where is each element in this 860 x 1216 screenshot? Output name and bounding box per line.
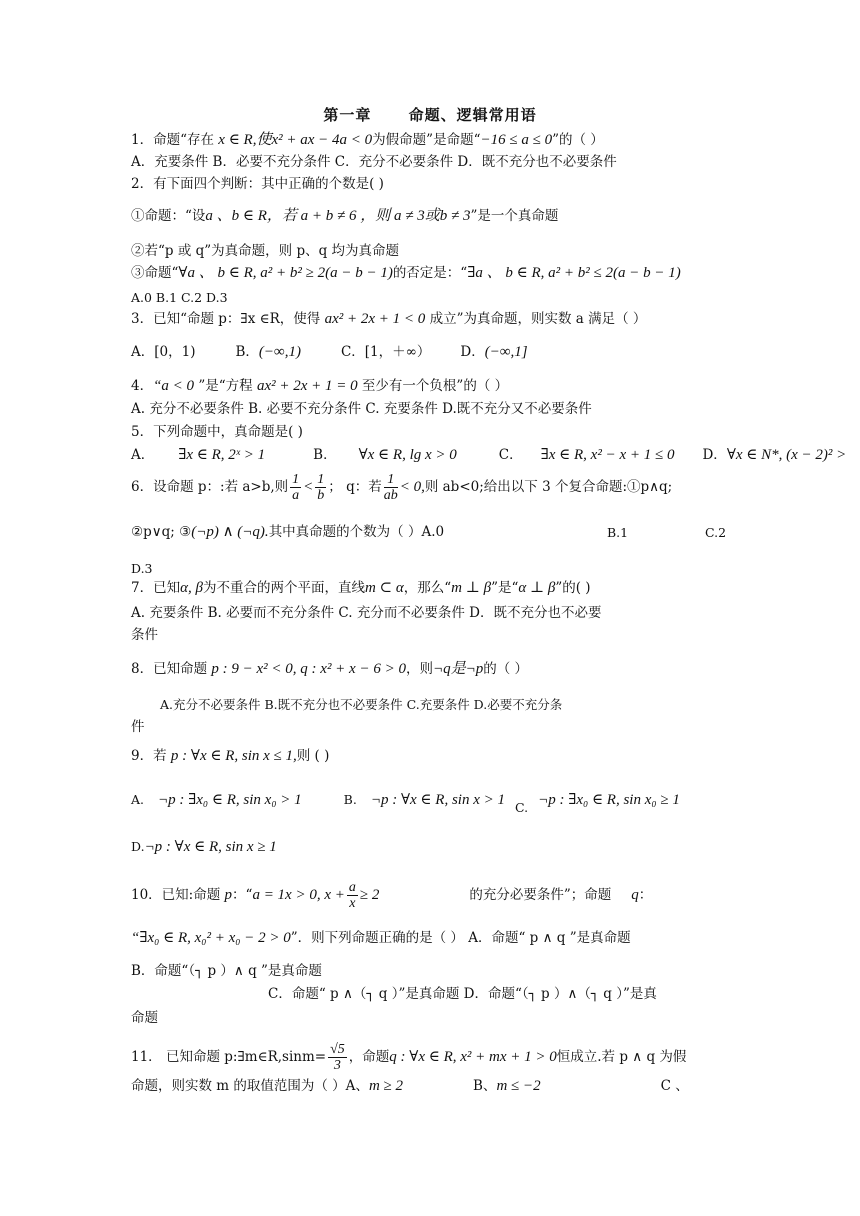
q10-q: q (631, 887, 639, 903)
question-10-option-b: B．命题“（┐ p ）∧ q ”是真命题 (131, 963, 322, 979)
q9-option-a: ¬p : ∃x₀ ∈ R, sin x₀ > 1 (158, 792, 302, 808)
q8-math: p : 9 − x² < 0, q : x² + x − 6 > 0 (211, 661, 406, 677)
q9-option-c-label: C. (514, 800, 529, 815)
q6-frac-3-num: 1 (384, 472, 398, 488)
q1-mid: 为假命题”是命题“ (372, 132, 481, 148)
q3-math: ax² + 2x + 1 < 0 (324, 311, 426, 327)
question-2-statement-3 (131, 264, 681, 282)
q6-lt: < (303, 479, 314, 495)
question-1-stem (131, 131, 604, 149)
question-2-stem: 2．有下面四个判断：其中正确的个数是( ) (131, 176, 384, 192)
q10-math: a = 1x > 0, x + (252, 887, 345, 903)
q6-mid: ； q：若 (328, 479, 382, 495)
question-11-stem (131, 1042, 686, 1073)
q9-option-d: ¬p : ∀x ∈ R, sin x ≥ 1 (144, 839, 277, 855)
q6-frac-2 (315, 472, 326, 503)
q6-line2-math: (¬p) ∧ (¬q). (191, 524, 269, 540)
q11-mid: ，命题 (348, 1049, 390, 1065)
q11-option-c: C 、 (660, 1078, 689, 1094)
q4-mid: ”是“方程 (194, 378, 257, 394)
q5-option-c-label: C． (498, 447, 523, 463)
question-5-stem: 5．下列命题中，真命题是( ) (131, 424, 303, 440)
q11-option-a: m ≥ 2 (368, 1078, 404, 1094)
question-8-options-wrap: 件 (131, 719, 145, 735)
question-10-line-2 (131, 929, 631, 947)
q10-pre: 10．已知:命题 (131, 887, 225, 903)
q11-pre: 11． 已知命题 p:∃m∈R,sinm= (131, 1049, 327, 1065)
q8-pre: 8．已知命题 (131, 661, 212, 677)
q6-option-c: C.2 (705, 525, 727, 540)
q7-math-1: α, β (180, 580, 203, 596)
question-7-options-wrap: 条件 (131, 627, 158, 643)
q6-frac-3-den: ab (383, 488, 398, 503)
q5-option-b-label: B． (313, 447, 337, 463)
question-2-statement-2: ②若“p 或 q”为真命题，则 p、q 均为真命题 (131, 243, 400, 259)
q3-option-a: A．[0，1) (131, 344, 196, 360)
q6-frac-2-num: 1 (317, 472, 325, 487)
question-7-stem (131, 579, 591, 597)
q2-s3-pre: ③命题“ (131, 265, 179, 281)
q7-pre: 7．已知 (131, 580, 181, 596)
question-9-options (131, 791, 680, 815)
q9-option-d-label: D. (131, 839, 145, 854)
q10-line2-math: “∃x₀ ∈ R, x₀² + x₀ − 2 > 0 (131, 930, 291, 946)
q1-math-3: −16 ≤ a ≤ 0 (480, 132, 553, 148)
q10-frac-num: a (348, 880, 356, 895)
q2-s3-mid: 的否定是：“ (392, 265, 468, 281)
q1-prefix: 1．命题“存在 (131, 132, 219, 148)
q11-line2-pre: 命题，则实数 m 的取值范围为（ ）A、 (131, 1078, 369, 1094)
question-4-stem (131, 377, 508, 395)
q3-post: 成立”为真命题，则实数 a 满足（ ） (425, 311, 647, 327)
q3-option-c: C．[1，＋∞） (340, 344, 431, 360)
q5-option-d-label: D． (702, 447, 727, 463)
q6-pre: 6．设命题 p：:若 a>b,则 (131, 479, 289, 495)
q11-frac-den: 3 (333, 1058, 341, 1073)
q6-frac-3 (384, 472, 398, 503)
q8-math-2: ¬q是¬p (432, 661, 484, 677)
q7-math-4: α ⊥ β (518, 580, 556, 596)
q10-p: p (224, 887, 233, 903)
q6-cond: < 0, (399, 479, 425, 495)
q3-option-d: (−∞,1] (484, 344, 528, 360)
q7-mid-2: ，那么“ (403, 580, 452, 596)
question-3-options (131, 343, 528, 361)
q4-math-1: “a < 0 (153, 378, 195, 394)
q3-option-b-label: B． (235, 344, 259, 360)
q1-math-2: ,使x² + ax − 4a < 0 (252, 132, 373, 148)
question-6-line-2 (131, 523, 444, 541)
question-8-options: A.充分不必要条件 B.既不充分也不必要条件 C.充要条件 D.必要不充分条 (160, 697, 563, 712)
q5-option-a: ∃x ∈ R, 2ˣ > 1 (178, 447, 266, 463)
q8-mid: ，则 (405, 661, 433, 677)
q10-colon: ： (638, 887, 653, 903)
q2-s3-math-2: ∃a 、 b ∈ R, a² + b² ≤ 2(a − b − 1) (467, 265, 681, 281)
q6-post: 则 ab<0;给出以下 3 个复合命题:①p∧q; (424, 479, 673, 495)
q11-option-b-label: B、 (473, 1078, 497, 1094)
question-7-options: A. 充要条件 B. 必要而不充分条件 C. 充分而不必要条件 D．既不充分也不必要 (131, 605, 602, 621)
q5-option-d: ∀x ∈ N*, (x − 2)² > (726, 447, 847, 463)
q10-post: 的充分必要条件”；命题 (469, 887, 612, 903)
question-2-options: A.0 B.1 C.2 D.3 (131, 290, 228, 305)
q7-mid-3: ”是“ (491, 580, 519, 596)
q10-mid: ：“ (232, 887, 253, 903)
q11-post: 恒成立.若 p ∧ q 为假 (556, 1049, 687, 1065)
q11-frac-num: √5 (330, 1042, 345, 1057)
q6-frac-1-num: 1 (292, 472, 300, 487)
question-4-options: A. 充分不必要条件 B. 必要不充分条件 C. 充要条件 D.既不充分又不必要条件 (131, 401, 592, 417)
question-8-stem (131, 660, 528, 678)
question-2-statement-1 (131, 207, 558, 225)
q7-math-2: m ⊂ α (364, 580, 404, 596)
q10-line2-post: ”．则下列命题正确的是（ ） A．命题“ p ∧ q ”是真命题 (290, 930, 631, 946)
q8-post: 的（ ） (483, 661, 529, 677)
q3-option-d-label: D． (460, 344, 485, 360)
question-10-stem (131, 880, 652, 911)
question-11-line-2 (131, 1077, 689, 1095)
q3-pre: 3．已知“命题 p：∃x ∈R，使得 (131, 311, 325, 327)
q10-frac-den: x (349, 896, 356, 911)
q11-option-b: m ≤ −2 (496, 1078, 541, 1094)
q6-frac-1 (290, 472, 301, 503)
q5-option-b: ∀x ∈ R, lg x > 0 (358, 447, 457, 463)
question-6-stem (131, 472, 672, 503)
question-10-line-5: 命题 (131, 1010, 158, 1026)
q6-option-b: B.1 (607, 525, 629, 540)
q7-post: ”的( ) (555, 580, 591, 596)
q7-math-3: m ⊥ β (451, 580, 492, 596)
q10-ge: ≥ 2 (359, 887, 380, 903)
q11-frac (328, 1042, 347, 1073)
q9-math: p : ∀x ∈ R, sin x ≤ 1, (170, 748, 297, 764)
q2-s3-math-1: ∀a 、 b ∈ R, a² + b² ≥ 2(a − b − 1) (178, 265, 393, 281)
q9-post: 则 ( ) (296, 748, 330, 764)
q6-option-d: D.3 (131, 561, 153, 576)
q4-post: 至少有一个负根”的（ ） (357, 378, 509, 394)
q5-option-a-label: A． (131, 447, 155, 463)
question-9-option-d (131, 838, 277, 856)
page-title: 第一章 命题、逻辑常用语 (323, 106, 537, 124)
q9-option-a-label: A. (131, 792, 145, 807)
q6-frac-1-den: a (292, 488, 300, 503)
q2-s1-post: ”是一个真命题 (470, 208, 559, 224)
q7-mid-1: 为不重合的两个平面，直线 (202, 580, 365, 596)
q9-option-b-label: B. (343, 792, 357, 807)
q1-suffix: ”的（ ） (552, 132, 604, 148)
q3-option-b: (−∞,1) (258, 344, 301, 360)
q6-line2-pre: ②p∨q; ③ (131, 524, 192, 540)
question-3-stem (131, 310, 646, 328)
question-1-options: A．充要条件 B．必要不充分条件 C．充分不必要条件 D．既不充分也不必要条件 (131, 154, 617, 170)
q5-option-c: ∃x ∈ R, x² − x + 1 ≤ 0 (540, 447, 675, 463)
q4-pre: 4． (131, 378, 154, 394)
question-10-option-c-d: C．命题“ p ∧（┐ q ）”是真命题 D．命题“（┐ p ）∧（┐ q ）”是真 (268, 986, 657, 1002)
q10-frac (347, 880, 358, 911)
q6-frac-2-den: b (317, 488, 325, 503)
q6-line2-post: 其中真命题的个数为（ ）A.0 (268, 524, 445, 540)
q9-option-b: ¬p : ∀x ∈ R, sin x > 1 (370, 792, 505, 808)
q11-math: q : ∀x ∈ R, x² + mx + 1 > 0 (389, 1049, 557, 1065)
q2-s1-pre: ①命题：“设 (131, 208, 206, 224)
question-9-stem (131, 747, 329, 765)
question-5-options (131, 446, 846, 464)
q4-math-2: ax² + 2x + 1 = 0 (256, 378, 358, 394)
q1-math-1: x ∈ R (218, 132, 253, 148)
q9-option-c: ¬p : ∃x₀ ∈ R, sin x₀ ≥ 1 (538, 792, 680, 808)
q2-s1-math: a 、b ∈ R，若 a + b ≠ 6 ，则 a ≠ 3或b ≠ 3 (205, 208, 471, 224)
q9-pre: 9．若 (131, 748, 171, 764)
